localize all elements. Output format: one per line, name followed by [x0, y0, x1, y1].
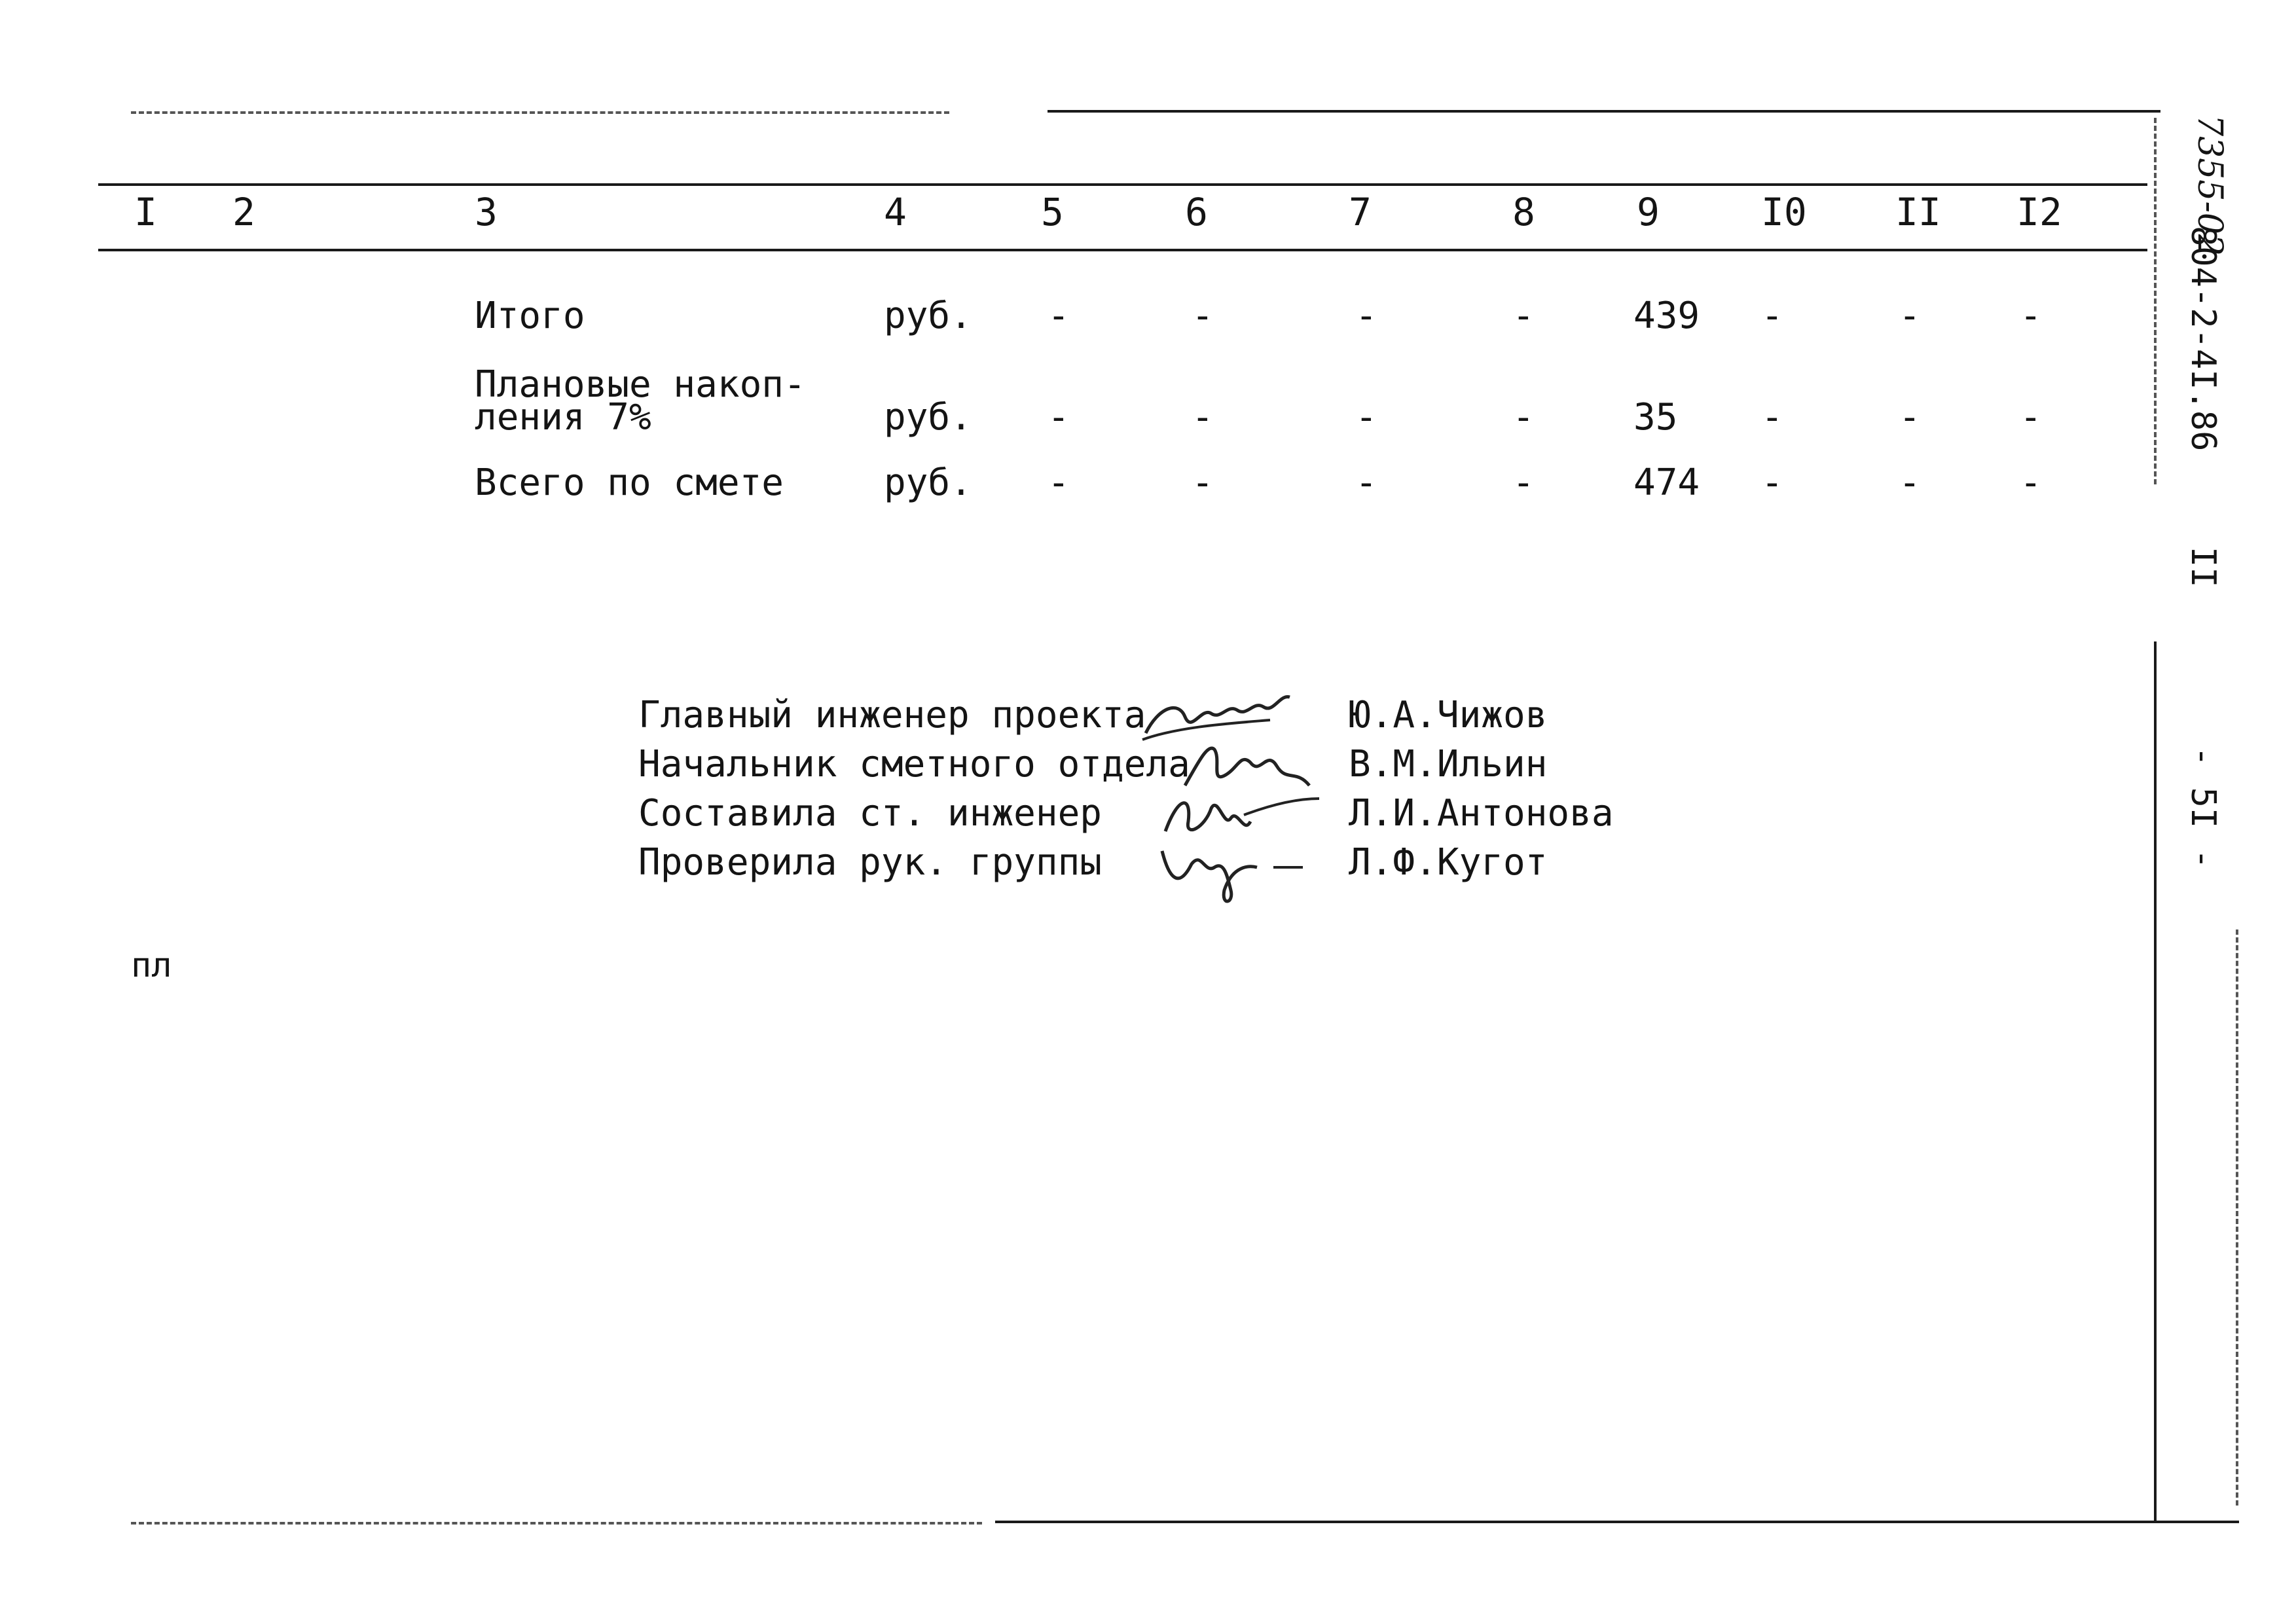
page-number: - 5I - — [2183, 746, 2223, 869]
signatory-name: Л.Ф.Кугот — [1349, 841, 1548, 884]
frame-far-right-dashes — [2236, 929, 2238, 1506]
row-col11: - — [1899, 461, 1921, 504]
col-header-12: I2 — [2016, 190, 2062, 234]
row-col8: - — [1512, 396, 1535, 439]
col-header-2: 2 — [232, 190, 255, 234]
frame-right-border-upper — [2154, 118, 2157, 484]
document-code: 804-2-4I.86 — [2183, 226, 2223, 452]
row-name: Всего по смете — [475, 461, 784, 504]
signatory-name: В.М.Ильин — [1349, 743, 1548, 785]
col-header-4: 4 — [884, 190, 907, 234]
handwritten-signature — [1152, 782, 1322, 844]
row-name: Итого — [475, 295, 585, 337]
col-header-9: 9 — [1637, 190, 1660, 234]
row-col7: - — [1355, 396, 1377, 439]
row-name-line1: Плановые накоп- — [475, 363, 806, 406]
section-label: II — [2183, 547, 2223, 588]
row-col8: - — [1512, 461, 1535, 504]
row-name-line2: ления 7% — [475, 396, 651, 439]
row-col12: - — [2020, 396, 2042, 439]
row-col10: - — [1761, 396, 1783, 439]
signature-role: Проверила рук. группы — [638, 841, 1102, 884]
row-col9: 439 — [1633, 295, 1700, 337]
top-partial-rule — [1048, 110, 2160, 113]
row-unit: руб. — [884, 295, 972, 337]
col-header-7: 7 — [1349, 190, 1372, 234]
col-header-3: 3 — [475, 190, 498, 234]
row-col12: - — [2020, 295, 2042, 337]
col-header-6: 6 — [1185, 190, 1208, 234]
bottom-rule — [995, 1521, 2239, 1523]
row-col10: - — [1761, 461, 1783, 504]
footer-mark: пл — [131, 946, 172, 985]
col-header-8: 8 — [1512, 190, 1535, 234]
row-col11: - — [1899, 295, 1921, 337]
signatory-name: Ю.А.Чижов — [1349, 694, 1548, 736]
handwritten-signature — [1152, 838, 1309, 910]
row-unit: руб. — [884, 461, 972, 504]
col-header-1: I — [134, 190, 157, 234]
row-col7: - — [1355, 295, 1377, 337]
col-header-10: I0 — [1761, 190, 1807, 234]
signature-role: Начальник сметного отдела — [638, 743, 1190, 785]
row-unit: руб. — [884, 396, 972, 439]
signature-role: Составила ст. инженер — [638, 792, 1102, 835]
signatory-name: Л.И.Антонова — [1349, 792, 1614, 835]
row-col5: - — [1048, 396, 1070, 439]
row-col8: - — [1512, 295, 1535, 337]
row-col12: - — [2020, 461, 2042, 504]
header-bottom-rule — [98, 249, 2147, 251]
row-col6: - — [1192, 461, 1214, 504]
handwritten-code: 7355-02 — [2190, 115, 2229, 257]
row-col9: 474 — [1633, 461, 1700, 504]
row-col10: - — [1761, 295, 1783, 337]
signature-role: Главный инженер проекта — [638, 694, 1146, 736]
row-col11: - — [1899, 396, 1921, 439]
row-col7: - — [1355, 461, 1377, 504]
row-col9: 35 — [1633, 396, 1678, 439]
col-header-5: 5 — [1041, 190, 1064, 234]
row-col6: - — [1192, 396, 1214, 439]
header-top-rule — [98, 183, 2147, 186]
frame-right-border-lower — [2154, 641, 2157, 1522]
top-dashed-rule — [131, 111, 949, 114]
row-col6: - — [1192, 295, 1214, 337]
col-header-11: II — [1895, 190, 1941, 234]
bottom-dashed-rule — [131, 1522, 982, 1525]
row-col5: - — [1048, 295, 1070, 337]
row-col5: - — [1048, 461, 1070, 504]
